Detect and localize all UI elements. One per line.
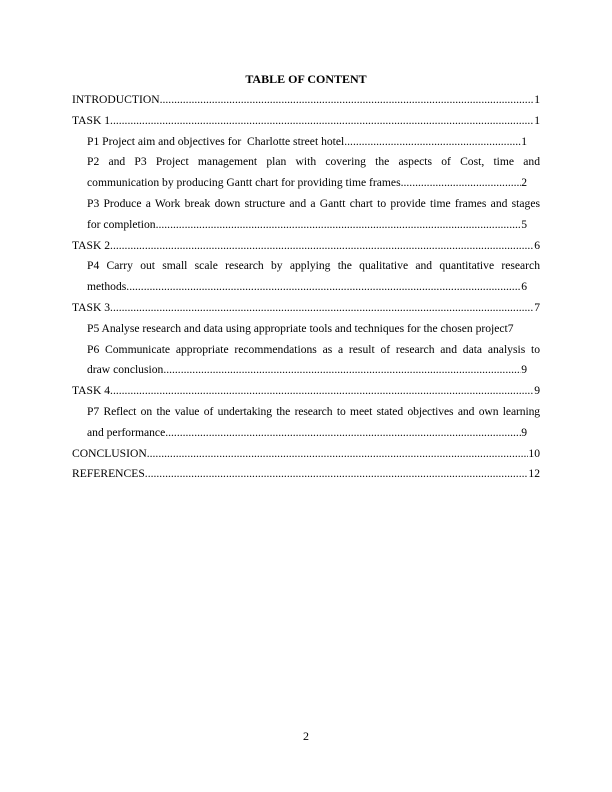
toc-page-number: 6 [521, 280, 527, 294]
dot-leader [344, 132, 521, 153]
toc-entry-label: TASK 2 [72, 238, 111, 252]
toc-entry-line: P6 Communicate appropriate recommendations as a result of research and data analysis to [87, 342, 540, 356]
toc-entry-task-4[interactable] [72, 381, 540, 402]
toc-entry-p5[interactable] [72, 319, 540, 340]
page-number: 2 [303, 729, 309, 743]
dot-leader [163, 360, 521, 381]
toc-entry-introduction[interactable] [72, 90, 540, 111]
toc-page-number: 7 [507, 321, 514, 335]
toc-page-number: 7 [534, 300, 540, 314]
toc-title: TABLE OF CONTENT [245, 72, 367, 86]
toc-entry-label: for completion [87, 217, 156, 231]
toc-entry-label: REFERENCES [72, 467, 145, 481]
toc-entry-line: P2 and P3 Project management plan with covering the aspects of Cost, time and [87, 155, 540, 169]
dot-leader [126, 277, 521, 298]
toc-entry-line: P4 Carry out small scale research by applying the qualitative and quantitative research [87, 259, 540, 273]
dot-leader [401, 173, 522, 194]
toc-entry-p6[interactable] [72, 340, 540, 382]
toc-entry-label: P1 Project aim and objectives for Charlotte street hotel [87, 134, 345, 148]
toc-entry-label: draw conclusion [87, 363, 164, 377]
toc-entry-p2-p3[interactable] [72, 152, 540, 194]
toc-entry-p1[interactable] [72, 132, 540, 153]
toc-entry-p4[interactable] [72, 256, 540, 298]
toc-page-number: 1 [534, 113, 540, 127]
toc-entry-p3[interactable] [72, 194, 540, 236]
dot-leader [110, 111, 534, 132]
table-of-contents [72, 90, 540, 485]
toc-entry-label: TASK 3 [72, 300, 111, 314]
toc-entry-label: methods [87, 280, 127, 294]
dot-leader [147, 444, 529, 465]
toc-entry-task-2[interactable] [72, 236, 540, 257]
dot-leader [156, 215, 522, 236]
toc-page-number: 5 [521, 217, 527, 231]
toc-entry-p7[interactable] [72, 402, 540, 444]
toc-page-number: 2 [521, 176, 527, 190]
toc-entry-task-3[interactable] [72, 298, 540, 319]
toc-entry-line: P3 Produce a Work break down structure and a Gantt chart to provide time frames and stages [87, 196, 540, 210]
toc-entry-label: P5 Analyse research and data using appropriate tools and techniques for the chosen project [87, 321, 508, 335]
toc-page-number: 1 [534, 93, 540, 106]
toc-entry-label: INTRODUCTION [72, 93, 160, 106]
toc-entry-label: TASK 4 [72, 384, 111, 398]
toc-entry-task-1[interactable] [72, 111, 540, 132]
toc-page-number: 12 [528, 467, 540, 481]
toc-entry-line: P7 Reflect on the value of undertaking the research to meet stated objectives and own learning [87, 404, 540, 418]
toc-page-number: 10 [528, 446, 540, 460]
dot-leader [145, 464, 529, 485]
dot-leader [110, 298, 534, 319]
toc-entry-label: and performance [87, 425, 166, 439]
toc-entry-label: CONCLUSION [72, 446, 147, 460]
toc-page-number: 9 [521, 425, 527, 439]
toc-entry-label: communication by producing Gantt chart for providing time frames [87, 176, 401, 190]
dot-leader [110, 381, 534, 402]
toc-page-number: 9 [521, 363, 527, 377]
toc-entry-conclusion[interactable] [72, 444, 540, 465]
toc-entry-references[interactable] [72, 464, 540, 485]
toc-page-number: 9 [534, 384, 540, 398]
dot-leader [160, 90, 535, 111]
toc-page-number: 1 [521, 134, 527, 148]
toc-entry-label: TASK 1 [72, 113, 111, 127]
toc-page-number: 6 [534, 238, 540, 252]
dot-leader [165, 423, 521, 444]
dot-leader [110, 236, 534, 257]
